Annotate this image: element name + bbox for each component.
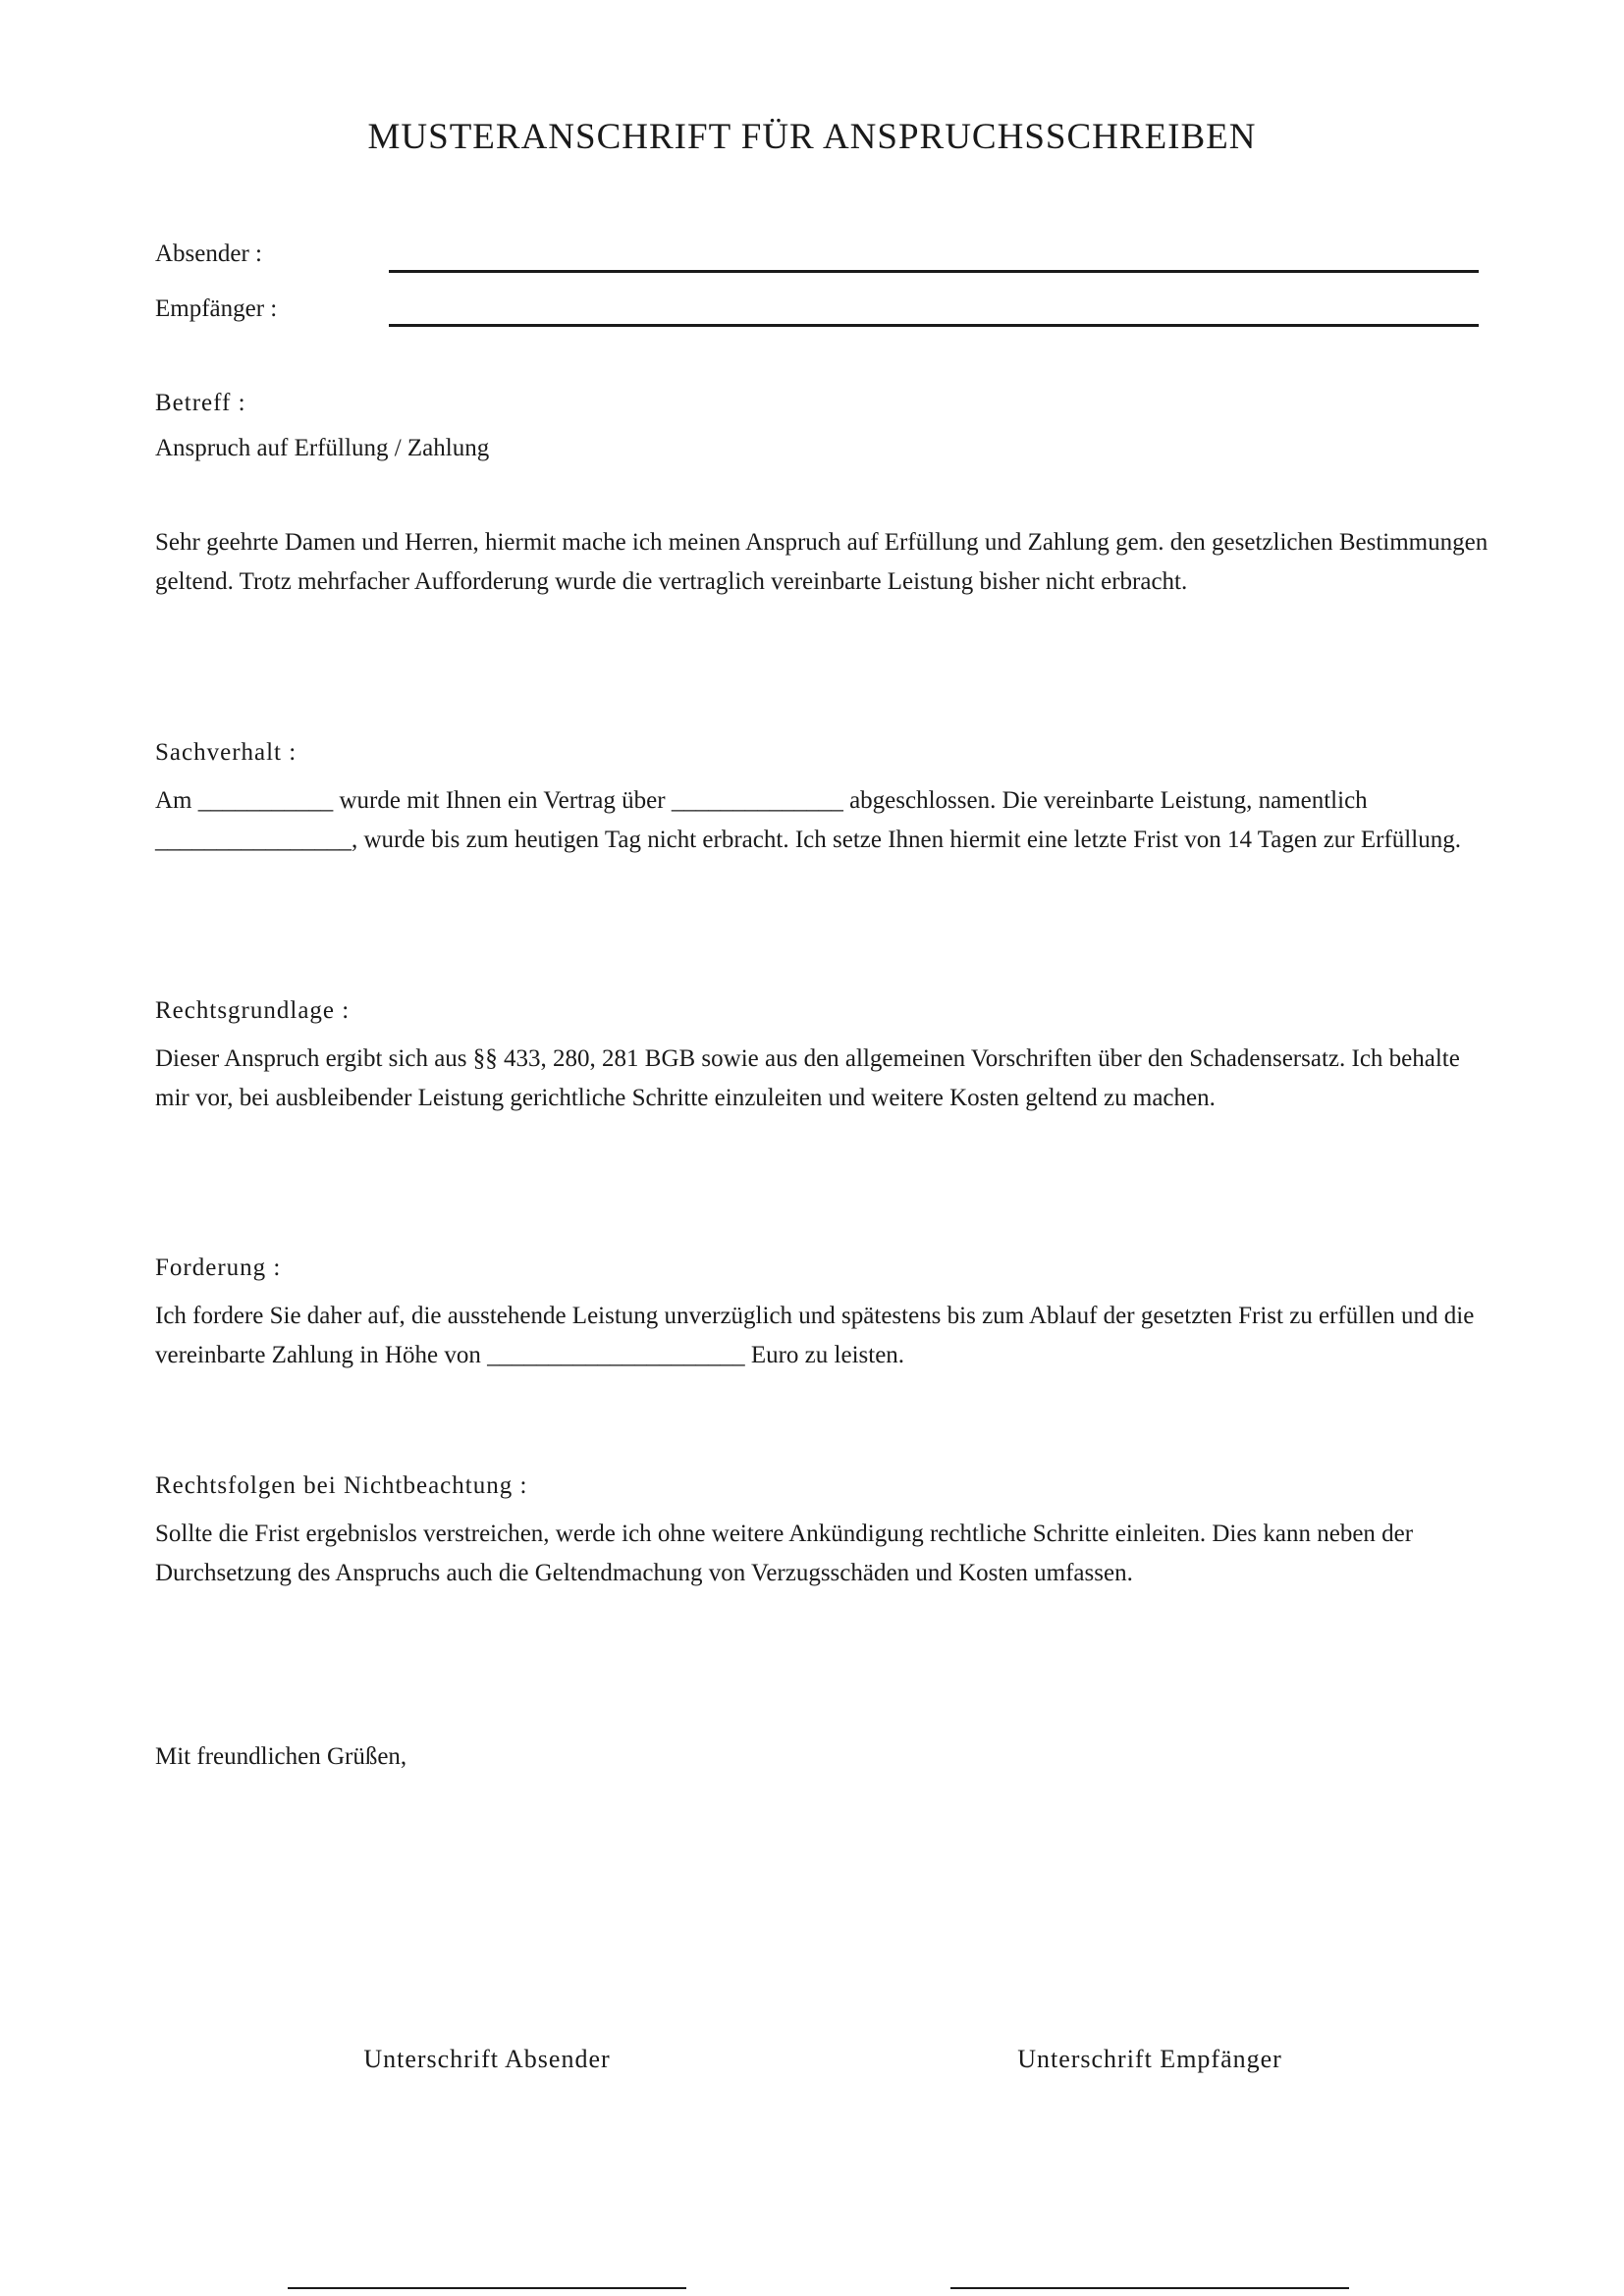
closing-text: Mit freundlichen Grüßen,: [155, 1743, 407, 1770]
sender-label: Absender :: [155, 240, 262, 267]
facts-text: Am ___________ wurde mit Ihnen ein Vertrag über ______________ abgeschlossen. Die vereinbarte Leistung, namentlich ________________, wurde bis zum heutigen Tag nicht erbracht. Ich setze Ihnen hiermit eine letzte Frist von 14 Tagen zur Erfüllung.: [155, 787, 1461, 853]
recipient-line[interactable]: [389, 324, 1479, 327]
sender-signature-line[interactable]: [288, 2287, 686, 2289]
demand-text: Ich fordere Sie daher auf, die ausstehende Leistung unverzüglich und spätestens bis zum Ablauf der gesetzten Frist zu erfüllen und die vereinbarte Zahlung in Höhe von _____________________ Euro zu leisten.: [155, 1303, 1475, 1368]
facts-paragraph: [155, 781, 1490, 860]
consequences-heading: Rechtsfolgen bei Nichtbeachtung :: [155, 1472, 528, 1499]
recipient-signature-label: Unterschrift Empfänger: [1017, 2045, 1282, 2073]
legal-basis-heading: Rechtsgrundlage :: [155, 997, 351, 1024]
document-title: MUSTERANSCHRIFT FÜR ANSPRUCHSSCHREIBEN: [367, 117, 1257, 157]
demand-heading: Forderung :: [155, 1255, 282, 1281]
facts-heading: Sachverhalt :: [155, 739, 298, 766]
consequences-paragraph: [155, 1515, 1490, 1593]
sender-signature-label: Unterschrift Absender: [363, 2045, 611, 2073]
intro-text: Sehr geehrte Damen und Herren, hiermit mache ich meinen Anspruch auf Erfüllung und Zahlung gem. den gesetzlichen Bestimmungen geltend. Trotz mehrfacher Aufforderung wurde die vertraglich vereinbarte Leistung bisher nicht erbracht.: [155, 529, 1489, 595]
subject-heading: Betreff :: [155, 390, 246, 416]
intro-paragraph: [155, 523, 1490, 602]
legal-basis-paragraph: [155, 1040, 1490, 1118]
closing-paragraph: [155, 1737, 1490, 1777]
demand-paragraph: [155, 1297, 1490, 1375]
subject-text-content: Anspruch auf Erfüllung / Zahlung: [155, 435, 490, 461]
recipient-label: Empfänger :: [155, 295, 278, 322]
sender-line[interactable]: [389, 270, 1479, 273]
legal-basis-text: Dieser Anspruch ergibt sich aus §§ 433, 280, 281 BGB sowie aus den allgemeinen Vorschriften über den Schadensersatz. Ich behalte mir vor, bei ausbleibender Leistung gerichtliche Schritte einzuleiten und weitere Kosten geltend zu machen.: [155, 1045, 1460, 1111]
subject-text: [155, 429, 1490, 468]
consequences-text: Sollte die Frist ergebnislos verstreichen, werde ich ohne weitere Ankündigung rechtliche Schritte einleiten. Dies kann neben der Durchsetzung des Anspruchs auch die Geltendmachung von Verzugsschäden und Kosten umfassen.: [155, 1521, 1414, 1586]
recipient-signature-line[interactable]: [950, 2287, 1349, 2289]
